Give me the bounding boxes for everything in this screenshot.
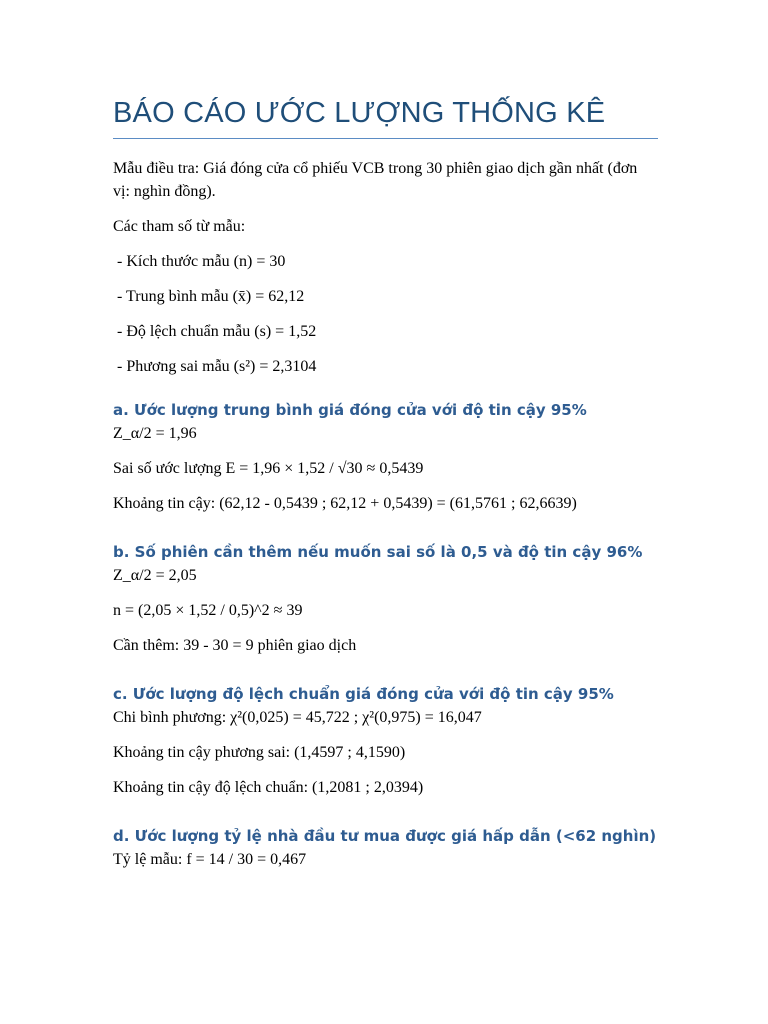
section-a-interval: Khoảng tin cậy: (62,12 - 0,5439 ; 62,12 + 0,5439) = (61,5761 ; 62,6639) [113,495,577,512]
param-sample-std: - Độ lệch chuẩn mẫu (s) = 1,52 [113,323,317,340]
params-label: Các tham số từ mẫu: [113,218,246,235]
section-c-std-interval: Khoảng tin cậy độ lệch chuẩn: (1,2081 ; 2,0394) [113,779,424,796]
param-sample-mean: - Trung bình mẫu (x̄) = 62,12 [113,288,305,305]
section-d-heading: d. Ước lượng tỷ lệ nhà đầu tư mua được giá hấp dẫn (<62 nghìn) [113,827,657,845]
section-d-sample-proportion: Tỷ lệ mẫu: f = 14 / 30 = 0,467 [113,851,307,868]
section-b-sample-size: n = (2,05 × 1,52 / 0,5)^2 ≈ 39 [113,602,303,619]
section-a-error: Sai số ước lượng E = 1,96 × 1,52 / √30 ≈ 0,5439 [113,460,424,477]
section-b-z-value: Z_α/2 = 2,05 [113,567,197,584]
section-b-additional: Cần thêm: 39 - 30 = 9 phiên giao dịch [113,637,357,654]
param-sample-variance: - Phương sai mẫu (s²) = 2,3104 [113,358,317,375]
param-sample-size: - Kích thước mẫu (n) = 30 [113,253,286,270]
section-c-heading: c. Ước lượng độ lệch chuẩn giá đóng cửa với độ tin cậy 95% [113,685,614,703]
section-c-variance-interval: Khoảng tin cậy phương sai: (1,4597 ; 4,1590) [113,744,406,761]
section-b-heading: b. Số phiên cần thêm nếu muốn sai số là 0,5 và độ tin cậy 96% [113,543,643,561]
section-c-chi-square: Chi bình phương: χ²(0,025) = 45,722 ; χ²(0,975) = 16,047 [113,709,482,726]
sample-description: Mẫu điều tra: Giá đóng cửa cổ phiếu VCB trong 30 phiên giao dịch gần nhất (đơn vị: nghìn đồng). [113,160,638,200]
section-a-heading: a. Ước lượng trung bình giá đóng cửa với độ tin cậy 95% [113,401,587,419]
report-title: BÁO CÁO ƯỚC LƯỢNG THỐNG KÊ [113,95,658,139]
document-page [113,95,658,871]
section-a-z-value: Z_α/2 = 1,96 [113,425,197,442]
